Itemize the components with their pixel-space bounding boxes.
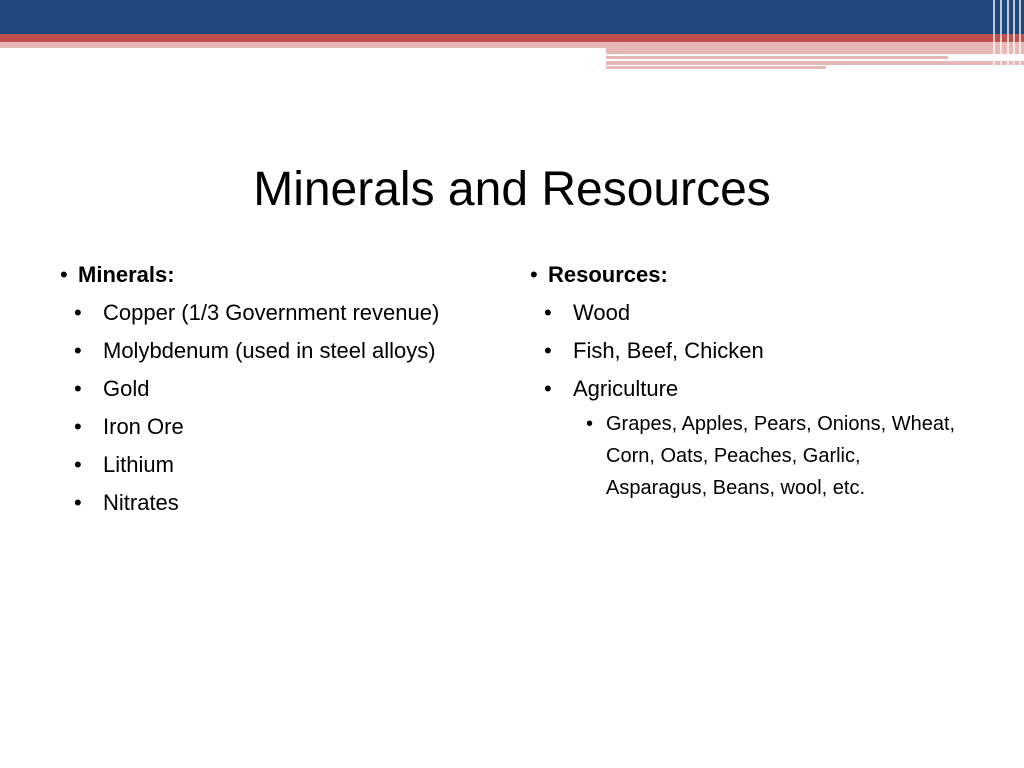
list-item: • Gold xyxy=(60,372,460,406)
bullet-icon: • xyxy=(74,376,82,401)
resources-heading: Resources: xyxy=(548,262,668,287)
list-item: • Molybdenum (used in steel alloys) xyxy=(60,334,460,368)
list-item: • Wood xyxy=(530,296,960,330)
bullet-icon: • xyxy=(544,376,552,401)
resources-list xyxy=(530,296,960,504)
list-item: • Agriculture • Grapes, Apples, Pears, Onions, Wheat, Corn, Oats, Peaches, Garlic, Asparagus, Beans, wool, etc. xyxy=(530,372,960,504)
minerals-column xyxy=(60,258,460,524)
minerals-heading-row xyxy=(60,258,460,292)
bullet-icon: • xyxy=(530,262,538,287)
list-item: • Nitrates xyxy=(60,486,460,520)
bullet-icon: • xyxy=(74,300,82,325)
header-stripes-graphic xyxy=(0,0,1024,72)
minerals-list xyxy=(60,296,460,520)
list-item: • Grapes, Apples, Pears, Onions, Wheat, Corn, Oats, Peaches, Garlic, Asparagus, Beans, wool, etc. xyxy=(573,408,960,504)
minerals-heading: Minerals: xyxy=(78,262,175,287)
bullet-icon: • xyxy=(544,338,552,363)
bullet-icon: • xyxy=(60,262,68,287)
bullet-icon: • xyxy=(74,414,82,439)
slide-title: Minerals and Resources xyxy=(253,163,771,216)
resources-heading-row xyxy=(530,258,960,292)
bullet-icon: • xyxy=(586,413,594,435)
bullet-icon: • xyxy=(74,338,82,363)
header-decoration xyxy=(0,0,1024,72)
list-item: • Fish, Beef, Chicken xyxy=(530,334,960,368)
bullet-icon: • xyxy=(74,490,82,515)
bullet-icon: • xyxy=(544,300,552,325)
list-item: • Lithium xyxy=(60,448,460,482)
list-item: • Copper (1/3 Government revenue) xyxy=(60,296,460,330)
bullet-icon: • xyxy=(74,452,82,477)
resources-column xyxy=(530,258,960,508)
agriculture-sublist xyxy=(573,408,960,504)
list-item: • Iron Ore xyxy=(60,410,460,444)
